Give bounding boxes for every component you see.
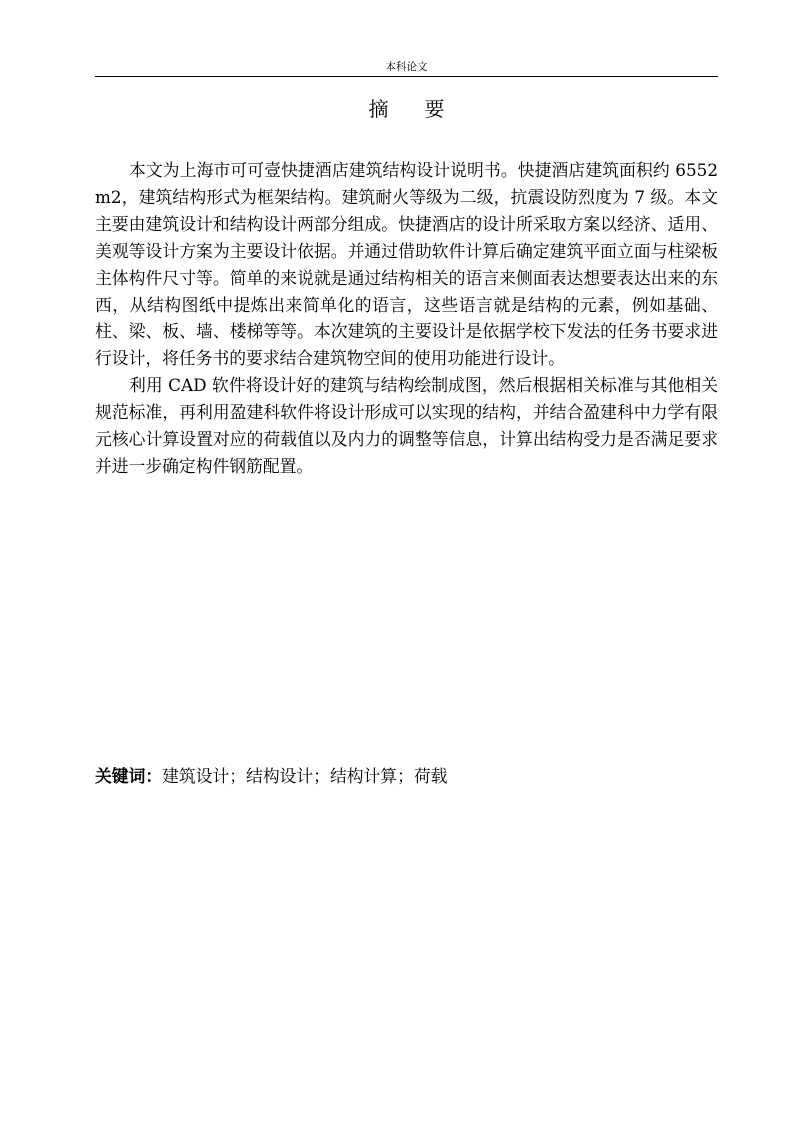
- keywords-label: 关键词：: [95, 766, 163, 786]
- keywords-line: [95, 763, 718, 789]
- running-header-title: 本科论文: [385, 61, 428, 73]
- running-header: [95, 60, 718, 77]
- keywords-value: 建筑设计；结构设计；结构计算；荷载: [162, 766, 448, 786]
- abstract-body: [95, 157, 718, 480]
- abstract-title: 摘要: [368, 97, 481, 121]
- abstract-paragraph-2: 利用 CAD 软件将设计好的建筑与结构绘制成图，然后根据相关标准与其他相关规范标准，再利用盈建科软件将设计形成可以实现的结构，并结合盈建科中力学有限元核心计算设置对应的荷载值以及内力的调整等信息，计算出结构受力是否满足要求并进一步确定构件钢筋配置。: [95, 375, 718, 476]
- abstract-paragraph-1: 本文为上海市可可壹快捷酒店建筑结构设计说明书。快捷酒店建筑面积约 6552m2，建筑结构形式为框架结构。建筑耐火等级为二级，抗震设防烈度为 7 级。本文主要由建筑设计和结构设计两部分组成。快捷酒店的设计所采取方案以经济、适用、美观等设计方案为主要设计依据。并通过借助软件计算后确定建筑平面立面与柱梁板主体构件尺寸等。简单的来说就是通过结构相关的语言来侧面表达想要表达出来的东西，从结构图纸中提炼出来简单化的语言，这些语言就是结构的元素，例如基础、柱、梁、板、墙、楼梯等等。本次建筑的主要设计是依据学校下发法的任务书要求进行设计，将任务书的要求结合建筑物空间的使用功能进行设计。: [95, 160, 718, 369]
